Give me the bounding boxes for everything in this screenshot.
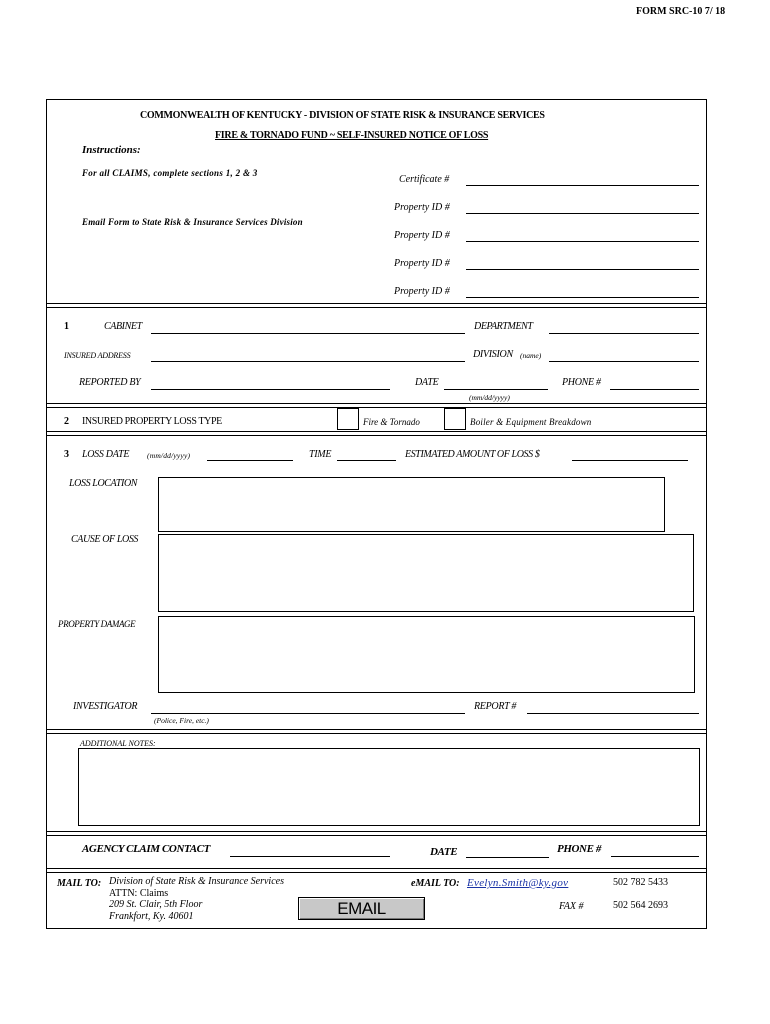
phone-label: PHONE # — [562, 377, 601, 388]
email-to-label: eMAIL TO: — [411, 878, 460, 889]
estimated-amount-label: ESTIMATED AMOUNT OF LOSS $ — [405, 449, 540, 460]
phone-number: 502 782 5433 — [613, 877, 668, 888]
section-divider — [47, 303, 706, 308]
certificate-label: Certificate # — [399, 174, 450, 185]
contact-phone-field[interactable] — [611, 856, 699, 857]
loss-date-hint: (mm/dd/yyyy) — [147, 451, 191, 460]
reported-by-field[interactable] — [151, 389, 390, 390]
date-hint: (mm/dd/yyyy) — [469, 393, 510, 402]
boiler-equipment-label: Boiler & Equipment Breakdown — [470, 417, 592, 427]
report-label: REPORT # — [474, 701, 517, 712]
contact-date-label: DATE — [430, 846, 458, 858]
property-id-label-1: Property ID # — [394, 202, 450, 213]
section-1-number: 1 — [64, 321, 69, 332]
reported-by-label: REPORTED BY — [79, 377, 141, 388]
property-id-label-4: Property ID # — [394, 286, 450, 297]
loss-type-label: INSURED PROPERTY LOSS TYPE — [82, 416, 222, 427]
loss-location-field[interactable] — [158, 477, 665, 532]
division-label: DIVISION — [473, 349, 513, 360]
loss-location-label: LOSS LOCATION — [69, 478, 138, 489]
fire-tornado-label: Fire & Tornado — [363, 417, 420, 427]
form-subtitle: FIRE & TORNADO FUND ~ SELF-INSURED NOTICE OF LOSS — [215, 130, 489, 141]
mail-to-label: MAIL TO: — [57, 878, 102, 889]
email-address-link[interactable]: Evelyn.Smith@ky.gov — [467, 877, 569, 889]
section-2-number: 2 — [64, 416, 69, 427]
form-code: FORM SRC-10 7/ 18 — [636, 6, 726, 17]
department-label: DEPARTMENT — [474, 321, 533, 332]
division-hint: (name) — [520, 351, 542, 360]
additional-notes-field[interactable] — [78, 748, 700, 826]
property-id-field-2[interactable] — [466, 241, 699, 242]
mail-address-line-1: Division of State Risk & Insurance Services — [109, 876, 284, 887]
report-field[interactable] — [527, 713, 699, 714]
section-divider — [47, 868, 706, 873]
property-id-field-1[interactable] — [466, 213, 699, 214]
contact-date-field[interactable] — [466, 857, 549, 858]
investigator-field[interactable] — [151, 713, 465, 714]
phone-field[interactable] — [610, 389, 699, 390]
agency-claim-contact-label: AGENCY CLAIM CONTACT — [82, 843, 210, 855]
fire-tornado-checkbox[interactable] — [337, 408, 359, 430]
division-field[interactable] — [549, 361, 699, 362]
loss-date-field[interactable] — [207, 460, 293, 461]
fax-label: FAX # — [559, 901, 584, 912]
form-title: COMMONWEALTH OF KENTUCKY - DIVISION OF STATE RISK & INSURANCE SERVICES — [140, 110, 545, 121]
section-divider — [47, 729, 706, 734]
investigator-label: INVESTIGATOR — [73, 701, 138, 712]
section-divider — [47, 431, 706, 436]
estimated-amount-field[interactable] — [572, 460, 688, 461]
agency-claim-contact-field[interactable] — [230, 856, 390, 857]
investigator-hint: (Police, Fire, etc.) — [154, 716, 209, 725]
boiler-equipment-checkbox[interactable] — [444, 408, 466, 430]
mail-address-line-2: ATTN: Claims — [109, 888, 169, 899]
instruction-email: Email Form to State Risk & Insurance Services Division — [82, 217, 303, 227]
mail-address-line-4: Frankfort, Ky. 40601 — [109, 911, 194, 922]
property-damage-field[interactable] — [158, 616, 695, 693]
email-button[interactable]: EMAIL — [298, 897, 425, 920]
instruction-sections: For all CLAIMS, complete sections 1, 2 & 3 — [82, 168, 258, 178]
date-field[interactable] — [444, 389, 548, 390]
time-label: TIME — [309, 449, 332, 460]
instructions-label: Instructions: — [82, 144, 141, 156]
contact-phone-label: PHONE # — [557, 843, 601, 855]
fax-number: 502 564 2693 — [613, 900, 668, 911]
cabinet-label: CABINET — [104, 321, 142, 332]
property-id-label-2: Property ID # — [394, 230, 450, 241]
additional-notes-label: ADDITIONAL NOTES: — [80, 739, 156, 748]
property-id-field-4[interactable] — [466, 297, 699, 298]
department-field[interactable] — [549, 333, 699, 334]
mail-address-line-3: 209 St. Clair, 5th Floor — [109, 899, 203, 910]
insured-address-field[interactable] — [151, 361, 465, 362]
section-divider — [47, 403, 706, 408]
cabinet-field[interactable] — [151, 333, 465, 334]
section-3-number: 3 — [64, 449, 69, 460]
property-id-field-3[interactable] — [466, 269, 699, 270]
cause-of-loss-field[interactable] — [158, 534, 694, 612]
certificate-field[interactable] — [466, 185, 699, 186]
date-label: DATE — [415, 377, 439, 388]
insured-address-label: INSURED ADDRESS — [64, 351, 131, 360]
time-field[interactable] — [337, 460, 396, 461]
loss-date-label: LOSS DATE — [82, 449, 130, 460]
cause-of-loss-label: CAUSE OF LOSS — [71, 534, 139, 545]
property-damage-label: PROPERTY DAMAGE — [58, 619, 136, 629]
property-id-label-3: Property ID # — [394, 258, 450, 269]
section-divider — [47, 831, 706, 836]
